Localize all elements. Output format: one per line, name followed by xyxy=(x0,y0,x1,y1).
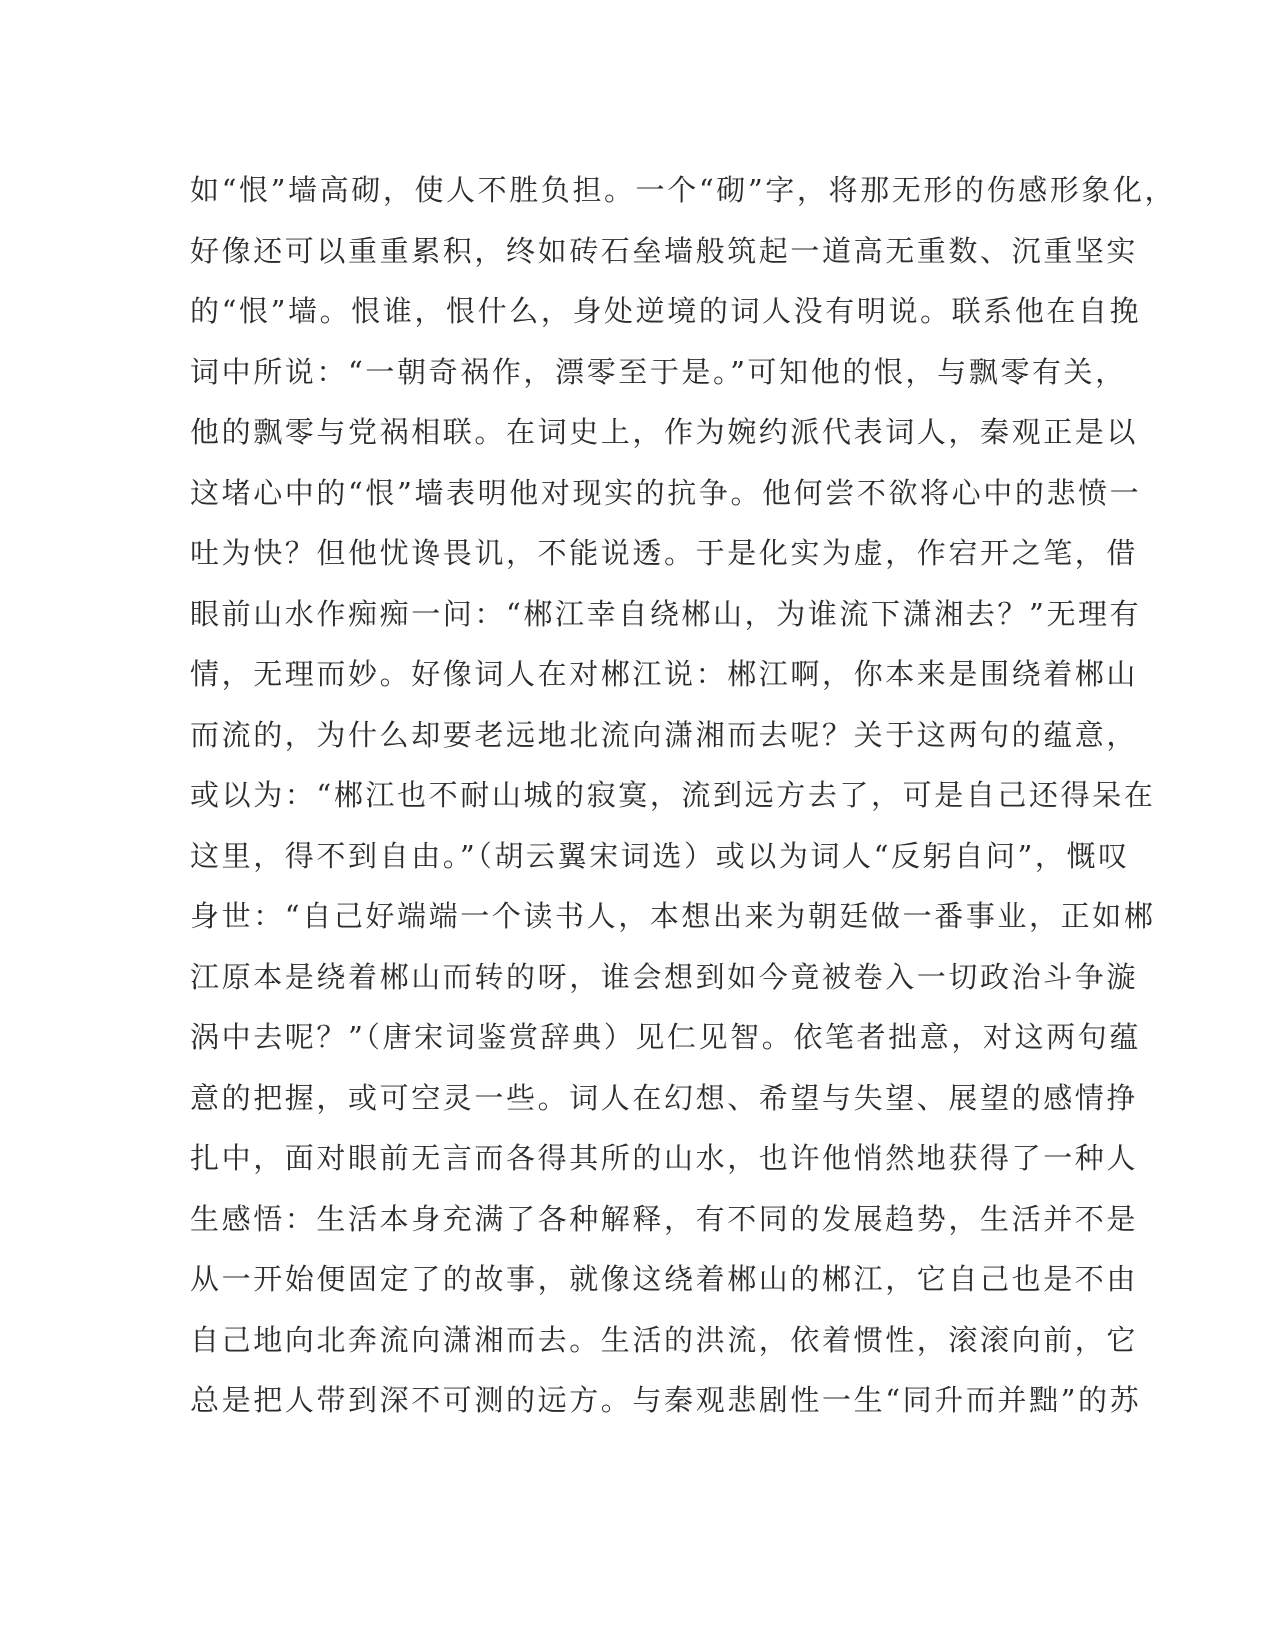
text-line: 好像还可以重重累积，终如砖石垒墙般筑起一道高无重数、沉重坚实 xyxy=(190,233,1139,268)
text-line: 涡中去呢？”（唐宋词鉴赏辞典）见仁见智。依笔者拙意，对这两句蕴 xyxy=(190,1020,1141,1054)
text-line: 生感悟：生活本身充满了各种解释，有不同的发展趋势，生活并不是 xyxy=(190,1201,1139,1236)
text-line: 或以为：“郴江也不耐山城的寂寞，流到远方去了，可是自己还得呆在 xyxy=(190,778,1156,812)
text-line: 词中所说：“一朝奇祸作，漂零至于是。”可知他的恨，与飘零有关， xyxy=(190,354,1127,389)
text-line: 江原本是绕着郴山而转的呀，谁会想到如今竟被卷入一切政治斗争漩 xyxy=(190,959,1139,994)
text-line: 他的飘零与党祸相联。在词史上，作为婉约派代表词人，秦观正是以 xyxy=(190,415,1139,449)
text-line: 情，无理而妙。好像词人在对郴江说：郴江啊，你本来是围绕着郴山 xyxy=(190,657,1139,691)
text-line: 如“恨”墙高砌，使人不胜负担。一个“砌”字，将那无形的伤感形象化， xyxy=(190,173,1177,207)
text-line: 而流的，为什么却要老远地北流向潇湘而去呢？关于这两句的蕴意， xyxy=(190,717,1139,752)
text-line: 的“恨”墙。恨谁，恨什么，身处逆境的词人没有明说。联系他在自挽 xyxy=(190,294,1142,328)
text-line: 这堵心中的“恨”墙表明他对现实的抗争。他何尝不欲将心中的悲愤一 xyxy=(190,475,1142,510)
body-text xyxy=(190,160,1177,1431)
text-line: 这里，得不到自由。”（胡云翼宋词选）或以为词人“反躬自问”，慨叹 xyxy=(190,838,1130,873)
text-line: 意的把握，或可空灵一些。词人在幻想、希望与失望、展望的感情挣 xyxy=(190,1080,1139,1115)
text-line: 眼前山水作痴痴一问：“郴江幸自绕郴山，为谁流下潇湘去？”无理有 xyxy=(190,596,1142,631)
text-line: 身世：“自己好端端一个读书人，本想出来为朝廷做一番事业，正如郴 xyxy=(190,899,1156,933)
text-line: 吐为快？但他忧谗畏讥，不能说透。于是化实为虚，作宕开之笔，借 xyxy=(190,536,1139,570)
text-line: 总是把人带到深不可测的远方。与秦观悲剧性一生“同升而并黜”的苏 xyxy=(190,1383,1142,1417)
text-line: 扎中，面对眼前无言而各得其所的山水，也许他悄然地获得了一种人 xyxy=(190,1141,1139,1175)
text-line: 自己地向北奔流向潇湘而去。生活的洪流，依着惯性，滚滚向前，它 xyxy=(190,1322,1139,1357)
text-line: 从一开始便固定了的故事，就像这绕着郴山的郴江，它自己也是不由 xyxy=(190,1262,1139,1296)
